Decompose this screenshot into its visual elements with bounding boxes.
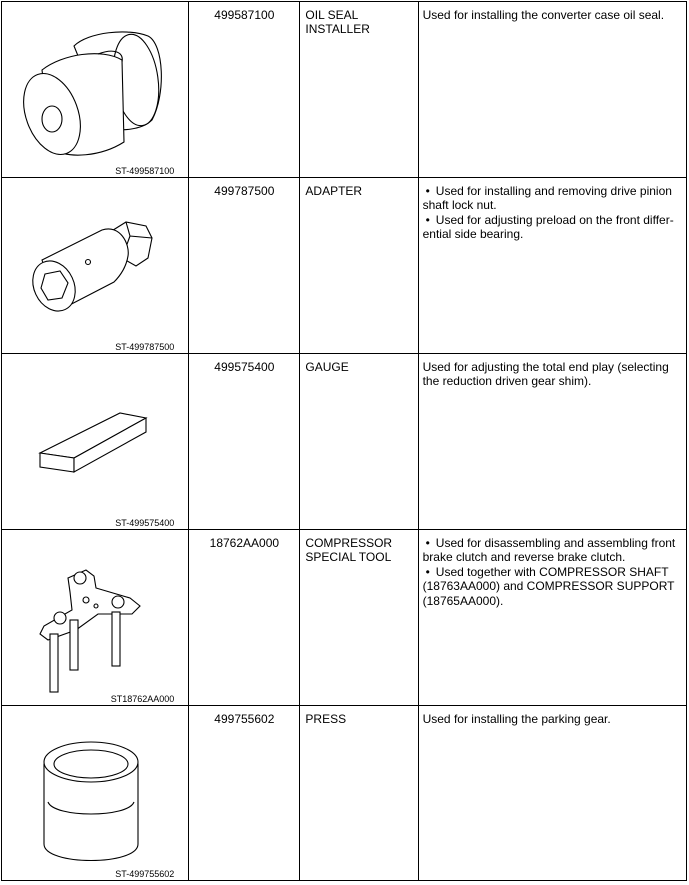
tool-row — [2, 178, 687, 354]
press-cylinder-icon — [2, 706, 188, 880]
tool-image-cell — [2, 2, 189, 178]
tool-name — [300, 2, 418, 178]
tool-description — [418, 178, 686, 354]
part-number: 499587100 — [189, 2, 300, 178]
adapter-socket-icon — [2, 178, 188, 353]
tool-description — [418, 354, 686, 530]
tool-description — [418, 706, 686, 881]
part-number: 18762AA000 — [189, 530, 300, 706]
description-line: Used for installing the parking gear. — [422, 712, 611, 726]
tool-name-line: COMPRESSOR — [305, 536, 393, 550]
description-bullet: • Used for adjusting preload on the front differ-ential side bearing. — [423, 213, 682, 242]
tool-image-label: ST18762AA000 — [110, 694, 175, 704]
tool-image-label: ST-499755602 — [115, 869, 175, 879]
tool-image-cell — [2, 706, 189, 881]
tool-name-line: OIL SEAL — [305, 8, 359, 22]
tool-description — [418, 530, 686, 706]
compressor-tool-icon — [2, 530, 188, 705]
tool-name-line: ADAPTER — [305, 184, 363, 198]
tool-name-line: GAUGE — [305, 360, 349, 374]
tool-image-label: ST-499587100 — [115, 166, 175, 176]
tool-name-line: PRESS — [305, 712, 347, 726]
tool-image-cell — [2, 178, 189, 354]
tool-row — [2, 2, 687, 178]
tool-description — [418, 2, 686, 178]
tool-row — [2, 354, 687, 530]
tool-image-label: ST-499787500 — [115, 342, 175, 352]
tool-name — [300, 354, 418, 530]
description-line: Used for adjusting the total end play (selecting — [422, 360, 669, 374]
tool-row — [2, 706, 687, 881]
tool-name-line: INSTALLER — [305, 22, 370, 36]
tool-image-label: ST-499575400 — [115, 518, 175, 528]
tool-image-cell — [2, 530, 189, 706]
description-bullet: • Used for installing and removing drive pinion shaft lock nut. — [423, 184, 682, 213]
tool-name — [300, 706, 418, 881]
part-number: 499787500 — [189, 178, 300, 354]
description-line: the reduction driven gear shim). — [422, 374, 592, 389]
tool-row — [2, 530, 687, 706]
gauge-block-icon — [2, 354, 188, 529]
description-bullet: • Used together with COMPRESSOR SHAFT (18763AA000) and COMPRESSOR SUPPORT (18765AA000). — [423, 565, 682, 608]
part-number: 499575400 — [189, 354, 300, 530]
tool-name-line: SPECIAL TOOL — [305, 550, 392, 564]
oil-seal-installer-icon — [2, 2, 188, 177]
part-number: 499755602 — [189, 706, 300, 881]
tool-image-cell — [2, 354, 189, 530]
special-tools-table — [1, 1, 687, 881]
description-bullet: • Used for disassembling and assembling front brake clutch and reverse brake clutch. — [423, 536, 682, 565]
tool-name — [300, 178, 418, 354]
description-line: Used for installing the converter case oil seal. — [422, 8, 665, 22]
tool-name — [300, 530, 418, 706]
